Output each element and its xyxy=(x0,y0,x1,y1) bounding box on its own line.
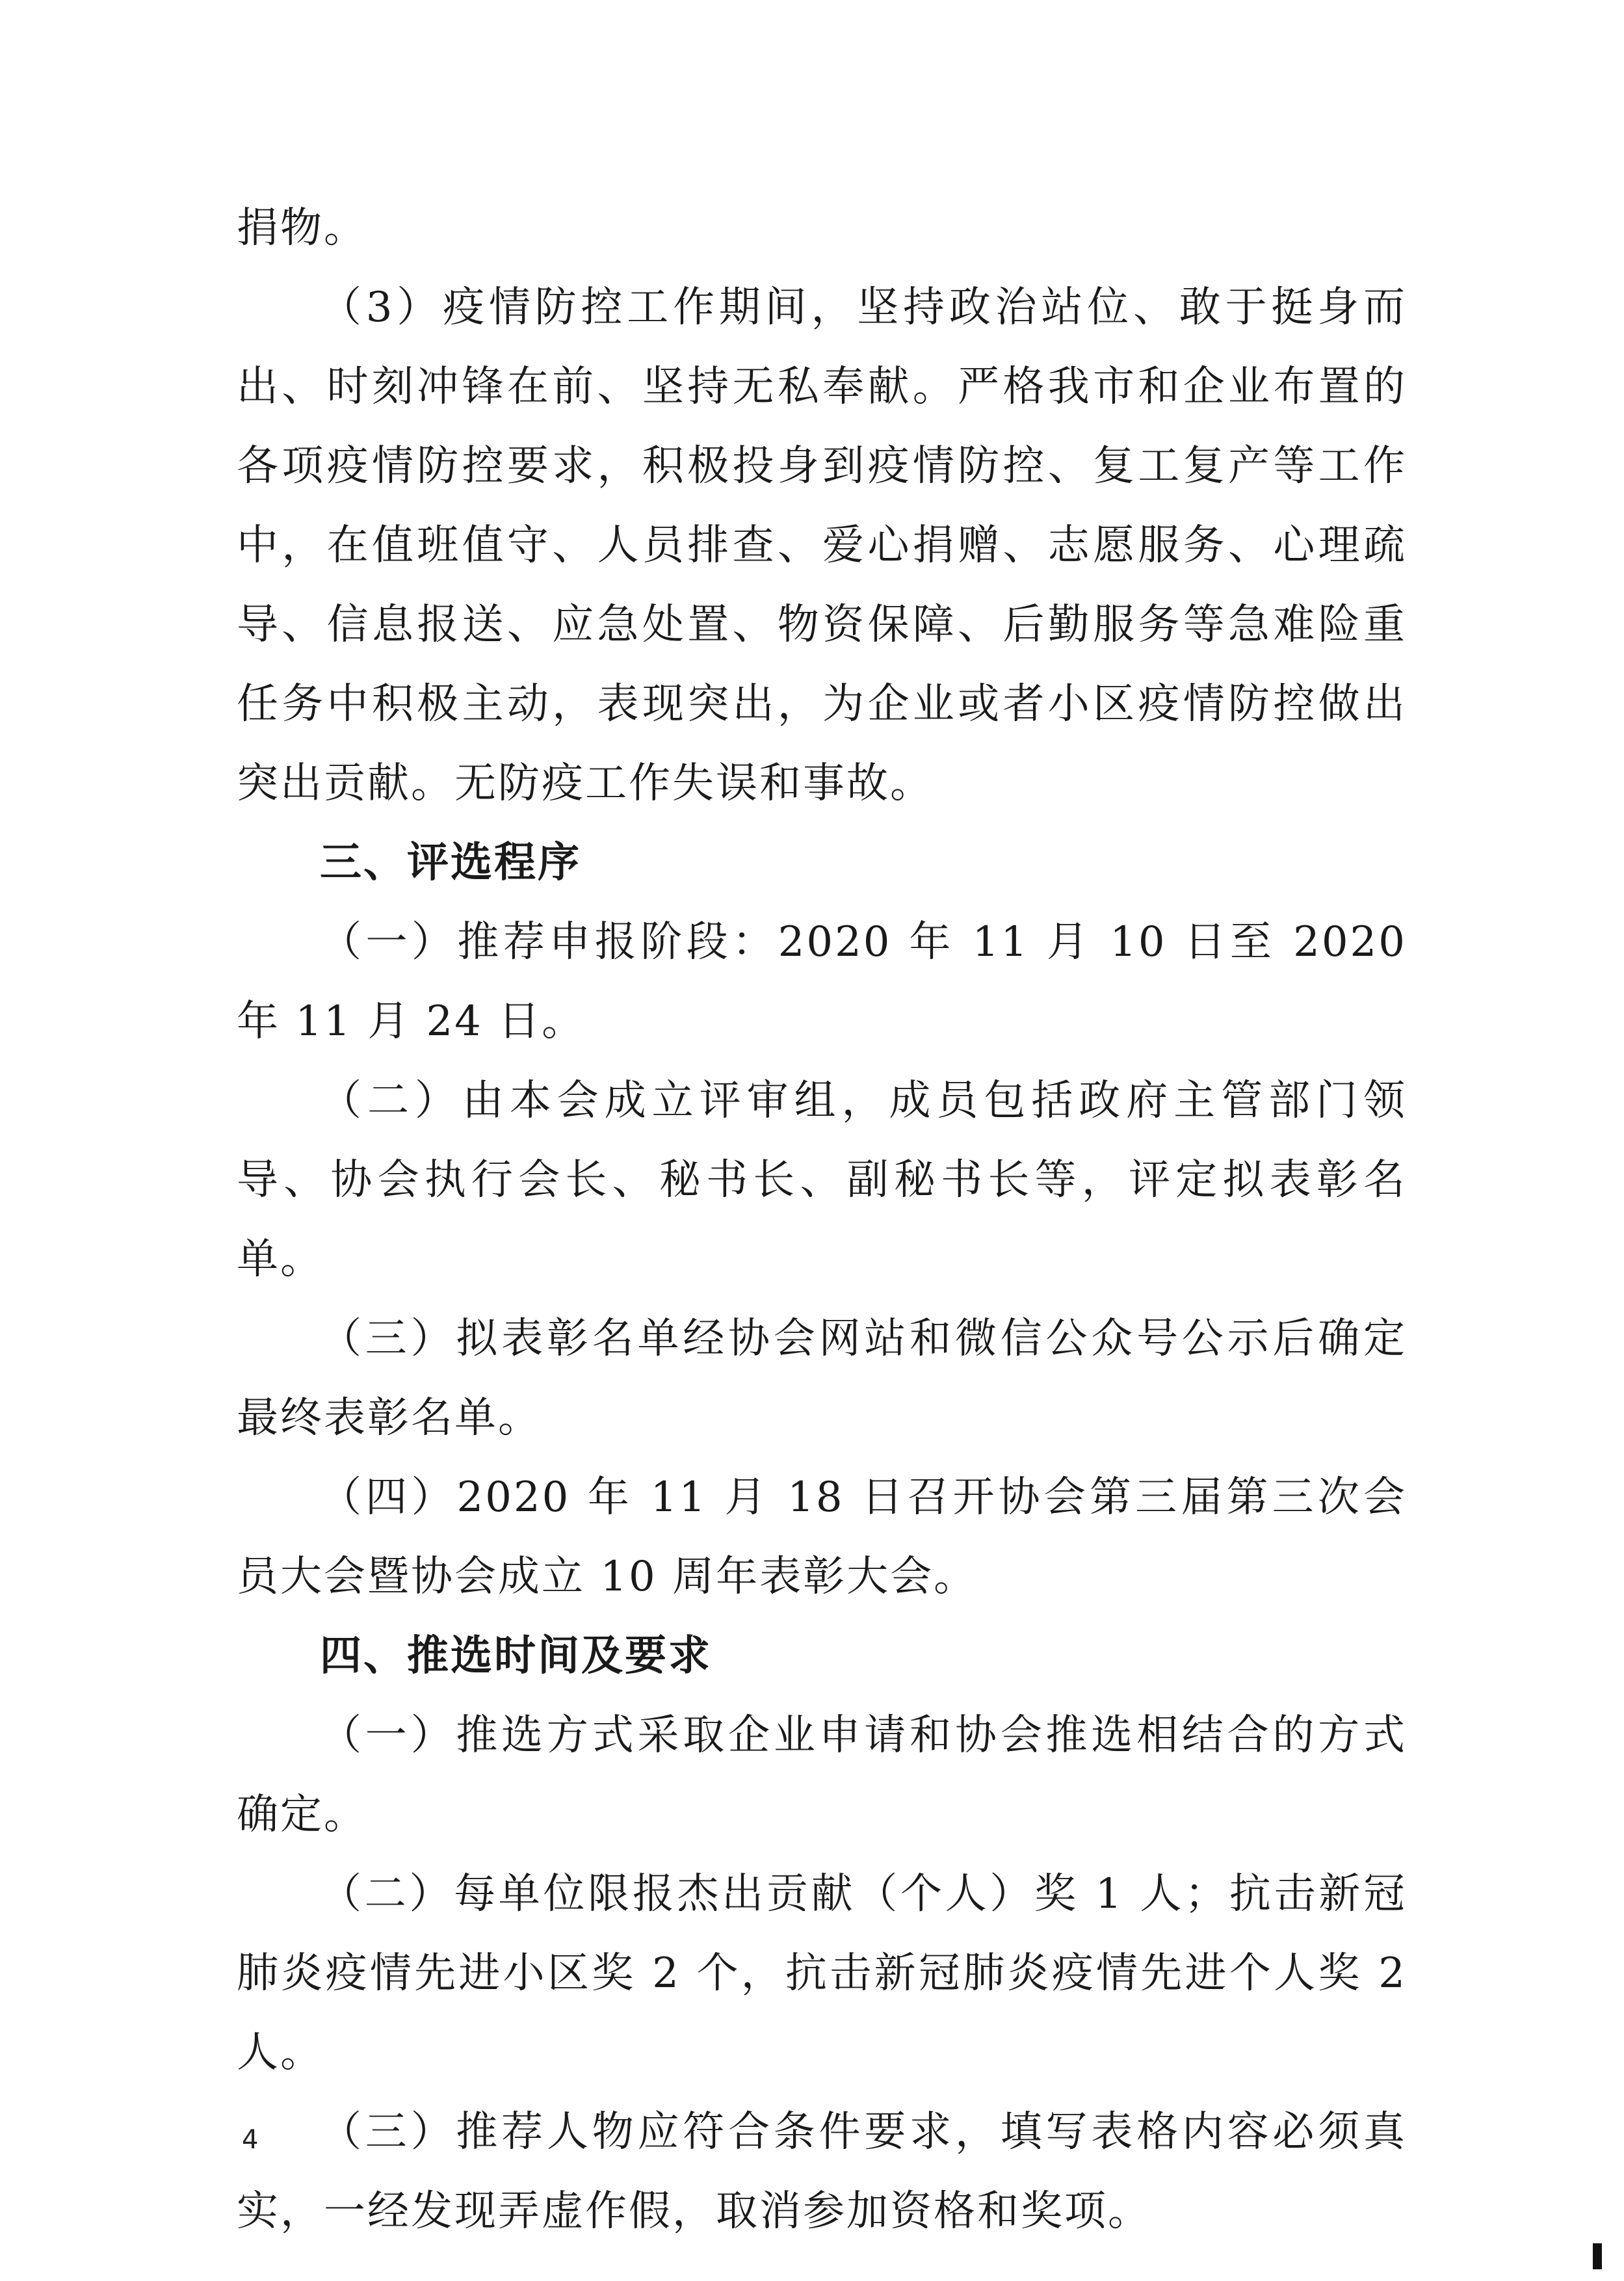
paragraph-continuation: 捐物。 xyxy=(237,204,367,252)
paragraph-procedure-4: （四）2020 年 11 月 18 日召开协会第三届第三次会员大会暨协会成立 10 周年表彰大会。 xyxy=(237,1473,1407,1601)
document-body xyxy=(237,189,1407,2251)
section-heading-selection-procedure: 三、评选程序 xyxy=(320,838,581,887)
paragraph-procedure-3: （三）拟表彰名单经协会网站和微信公众号公示后确定最终表彰名单。 xyxy=(237,1315,1407,1442)
paragraph-procedure-2: （二）由本会成立评审组，成员包括政府主管部门领导、协会执行会长、秘书长、副秘书长等，评定拟表彰名单。 xyxy=(237,1077,1407,1284)
paragraph-procedure-1: （一）推荐申报阶段：2020 年 11 月 10 日至 2020 年 11 月 24 日。 xyxy=(237,918,1407,1046)
paragraph-requirement-2: （二）每单位限报杰出贡献（个人）奖 1 人；抗击新冠肺炎疫情先进小区奖 2 个，抗击新冠肺炎疫情先进个人奖 2 人。 xyxy=(237,1870,1407,2077)
scan-edge-mark xyxy=(1593,2243,1602,2269)
paragraph-requirement-3: （三）推荐人物应符合条件要求，填写表格内容必须真实，一经发现弄虚作假，取消参加资格和奖项。 xyxy=(237,2108,1407,2235)
paragraph-item-3: （3）疫情防控工作期间，坚持政治站位、敢于挺身而出、时刻冲锋在前、坚持无私奉献。严格我市和企业布置的各项疫情防控要求，积极投身到疫情防控、复工复产等工作中，在值班值守、人员排查、爱心捐赠、志愿服务、心理疏导、信息报送、应急处置、物资保障、后勤服务等急难险重任务中积极主动，表现突出，为企业或者小区疫情防控做出突出贡献。无防疫工作失误和事故。 xyxy=(237,283,1407,808)
paragraph-requirement-1: （一）推选方式采取企业申请和协会推选相结合的方式确定。 xyxy=(237,1711,1407,1839)
page-number: 4 xyxy=(242,2125,259,2155)
section-heading-time-and-requirements: 四、推选时间及要求 xyxy=(320,1631,712,1680)
